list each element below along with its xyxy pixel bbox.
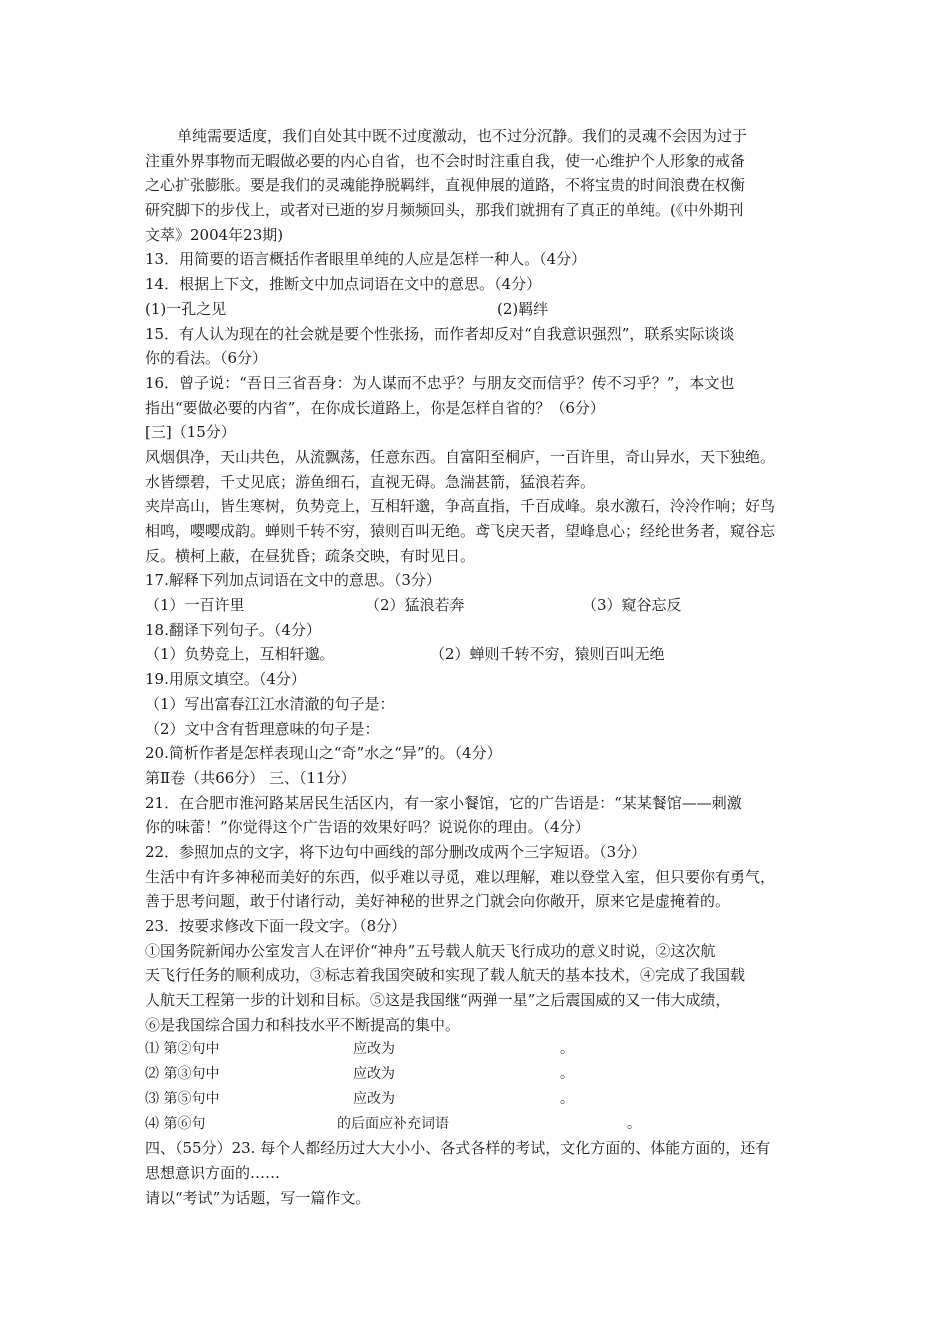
fix-mid: 应改为 xyxy=(353,1090,395,1107)
q23-paragraph: 天飞行任务的顺利成功，③标志着我国突破和实现了载人航天的基本技术，④完成了我国载 xyxy=(145,966,746,985)
question-14-items xyxy=(145,297,810,322)
fix-label: ⑷ 第⑥句 xyxy=(145,1115,206,1132)
fix-end: 。 xyxy=(560,1090,574,1107)
section-heading-3: [三]（15分） xyxy=(145,423,236,442)
q23-paragraph: ①国务院新闻办公室发言人在评价“神舟”五号载人航天飞行成功的意义时说，②这次航 xyxy=(145,941,716,960)
fix-mid: 应改为 xyxy=(353,1041,395,1058)
question-21: 21．在合肥市淮河路某居民生活区内，有一家小餐馆，它的广告语是：“某某餐馆——刺激 xyxy=(145,793,742,812)
question-18: 18.翻译下列句子。（4分） xyxy=(145,620,321,639)
exam-page xyxy=(145,124,810,1210)
q17-item-1: （1）一百许里 xyxy=(145,596,245,615)
question-16: 16．曾子说：“吾日三省吾身：为人谋而不忠乎？与朋友交而信乎？传不习乎？”，本文也 xyxy=(145,373,735,392)
question-14: 14．根据上下文，推断文中加点词语在文中的意思。（4分） xyxy=(145,275,542,294)
passage-line: 注重外界事物而无暇做必要的内心自省，也不会时时注重自我，使一心维护个人形象的戒备 xyxy=(145,151,746,170)
q19-item-2: （2）文中含有哲理意味的句子是： xyxy=(145,719,380,738)
question-17: 17.解释下列加点词语在文中的意思。（3分） xyxy=(145,571,441,590)
question-15-cont: 你的看法。（6分） xyxy=(145,349,268,368)
classical-passage-line: 风烟俱净，天山共色，从流飘荡，任意东西。自富阳至桐庐，一百许里，奇山异水，天下独绝。 xyxy=(145,447,776,466)
fix-end: 。 xyxy=(560,1041,574,1058)
q18-item-2: （2）蝉则千转不穷，猿则百叫无绝 xyxy=(430,645,665,664)
section-heading-4: 四、（55分）23. 每个人都经历过大大小小、各式各样的考试，文化方面的、体能方面的，还有 xyxy=(145,1139,771,1158)
question-21-cont: 你的味蕾！”你觉得这个广告语的效果好吗？说说你的理由。（4分） xyxy=(145,818,590,837)
question-20: 20.简析作者是怎样表现山之“奇”水之“异”的。（4分） xyxy=(145,744,502,763)
question-13: 13．用简要的语言概括作者眼里单纯的人应是怎样一种人。（4分） xyxy=(145,250,587,269)
classical-passage-line: 水皆缥碧，千丈见底；游鱼细石，直视无碍。急湍甚箭，猛浪若奔。 xyxy=(145,472,596,491)
fix-mid: 应改为 xyxy=(353,1066,395,1083)
q14-item-1: (1)一孔之见 xyxy=(145,299,227,318)
classical-passage-line: 反。横柯上蔽，在昼犹昏；疏条交映，有时见日。 xyxy=(145,546,476,565)
fix-mid: 的后面应补充词语 xyxy=(337,1115,449,1132)
q22-sentence: 生活中有许多神秘而美好的东西，似乎难以寻觅，难以理解，难以登堂入室，但只要你有勇气， xyxy=(145,867,776,886)
fix-label: ⑵ 第③句中 xyxy=(145,1066,220,1083)
question-16-cont: 指出“要做必要的内省”，在你成长道路上，你是怎样自省的？（6分） xyxy=(145,398,605,417)
fix-label: ⑴ 第②句中 xyxy=(145,1041,220,1058)
question-18-items xyxy=(145,642,810,667)
fix-row-4 xyxy=(145,1112,810,1137)
q18-item-1: （1）负势竞上，互相轩邈。 xyxy=(145,645,335,664)
q23-paragraph: ⑥是我国综合国力和科技水平不断提高的集中。 xyxy=(145,1015,461,1034)
question-17-items xyxy=(145,593,810,618)
q17-item-3: （3）窥谷忘反 xyxy=(582,596,682,615)
q17-item-2: （2）猛浪若奔 xyxy=(365,596,465,615)
fix-row-2 xyxy=(145,1062,810,1087)
essay-prompt: 请以“考试”为话题，写一篇作文。 xyxy=(145,1188,371,1207)
fix-row-3 xyxy=(145,1087,810,1112)
fix-end: 。 xyxy=(627,1115,641,1132)
volume-heading: 第Ⅱ卷（共66分） 三、（11分） xyxy=(145,768,356,787)
passage-line: 研究脚下的步伐上，或者对已逝的岁月频频回头，那我们就拥有了真正的单纯。(《中外期刊 xyxy=(145,201,744,220)
fix-label: ⑶ 第⑤句中 xyxy=(145,1090,220,1107)
question-15: 15．有人认为现在的社会就是要个性张扬，而作者却反对“自我意识强烈”，联系实际谈谈 xyxy=(145,324,735,343)
classical-passage-line: 夹岸高山，皆生寒树，负势竞上，互相轩邈，争高直指，千百成峰。泉水激石，泠泠作响；好鸟 xyxy=(145,497,776,516)
question-19: 19.用原文填空。（4分） xyxy=(145,670,306,689)
q19-item-1: （1）写出富春江江水清澈的句子是： xyxy=(145,694,395,713)
fix-end: 。 xyxy=(560,1066,574,1083)
q22-sentence-cont: 善于思考问题，敢于付诸行动，美好神秘的世界之门就会向你敞开，原来它是虚掩着的。 xyxy=(145,892,731,911)
passage-line: 单纯需要适度，我们自处其中既不过度激动，也不过分沉静。我们的灵魂不会因为过于 xyxy=(177,127,748,145)
essay-prompt-cont: 思想意识方面的…… xyxy=(145,1163,281,1182)
q23-paragraph: 人航天工程第一步的计划和目标。⑤这是我国继“两弹一星”之后震国威的又一伟大成绩， xyxy=(145,991,731,1010)
question-23: 23．按要求修改下面一段文字。（8分） xyxy=(145,917,407,935)
classical-passage-line: 相鸣，嘤嘤成韵。蝉则千转不穷，猿则百叫无绝。鸢飞戾天者，望峰息心；经纶世务者，窥谷忘 xyxy=(145,522,776,540)
question-22: 22．参照加点的文字，将下边句中画线的部分删改成两个三字短语。（3分） xyxy=(145,842,647,861)
fix-row-1 xyxy=(145,1037,810,1062)
passage-line: 文萃》2004年23期) xyxy=(145,225,284,244)
q14-item-2: (2)羁绊 xyxy=(497,299,549,318)
passage-line: 之心扩张膨胀。要是我们的灵魂能挣脱羁绊，直视伸展的道路，不将宝贵的时间浪费在权衡 xyxy=(145,176,746,195)
